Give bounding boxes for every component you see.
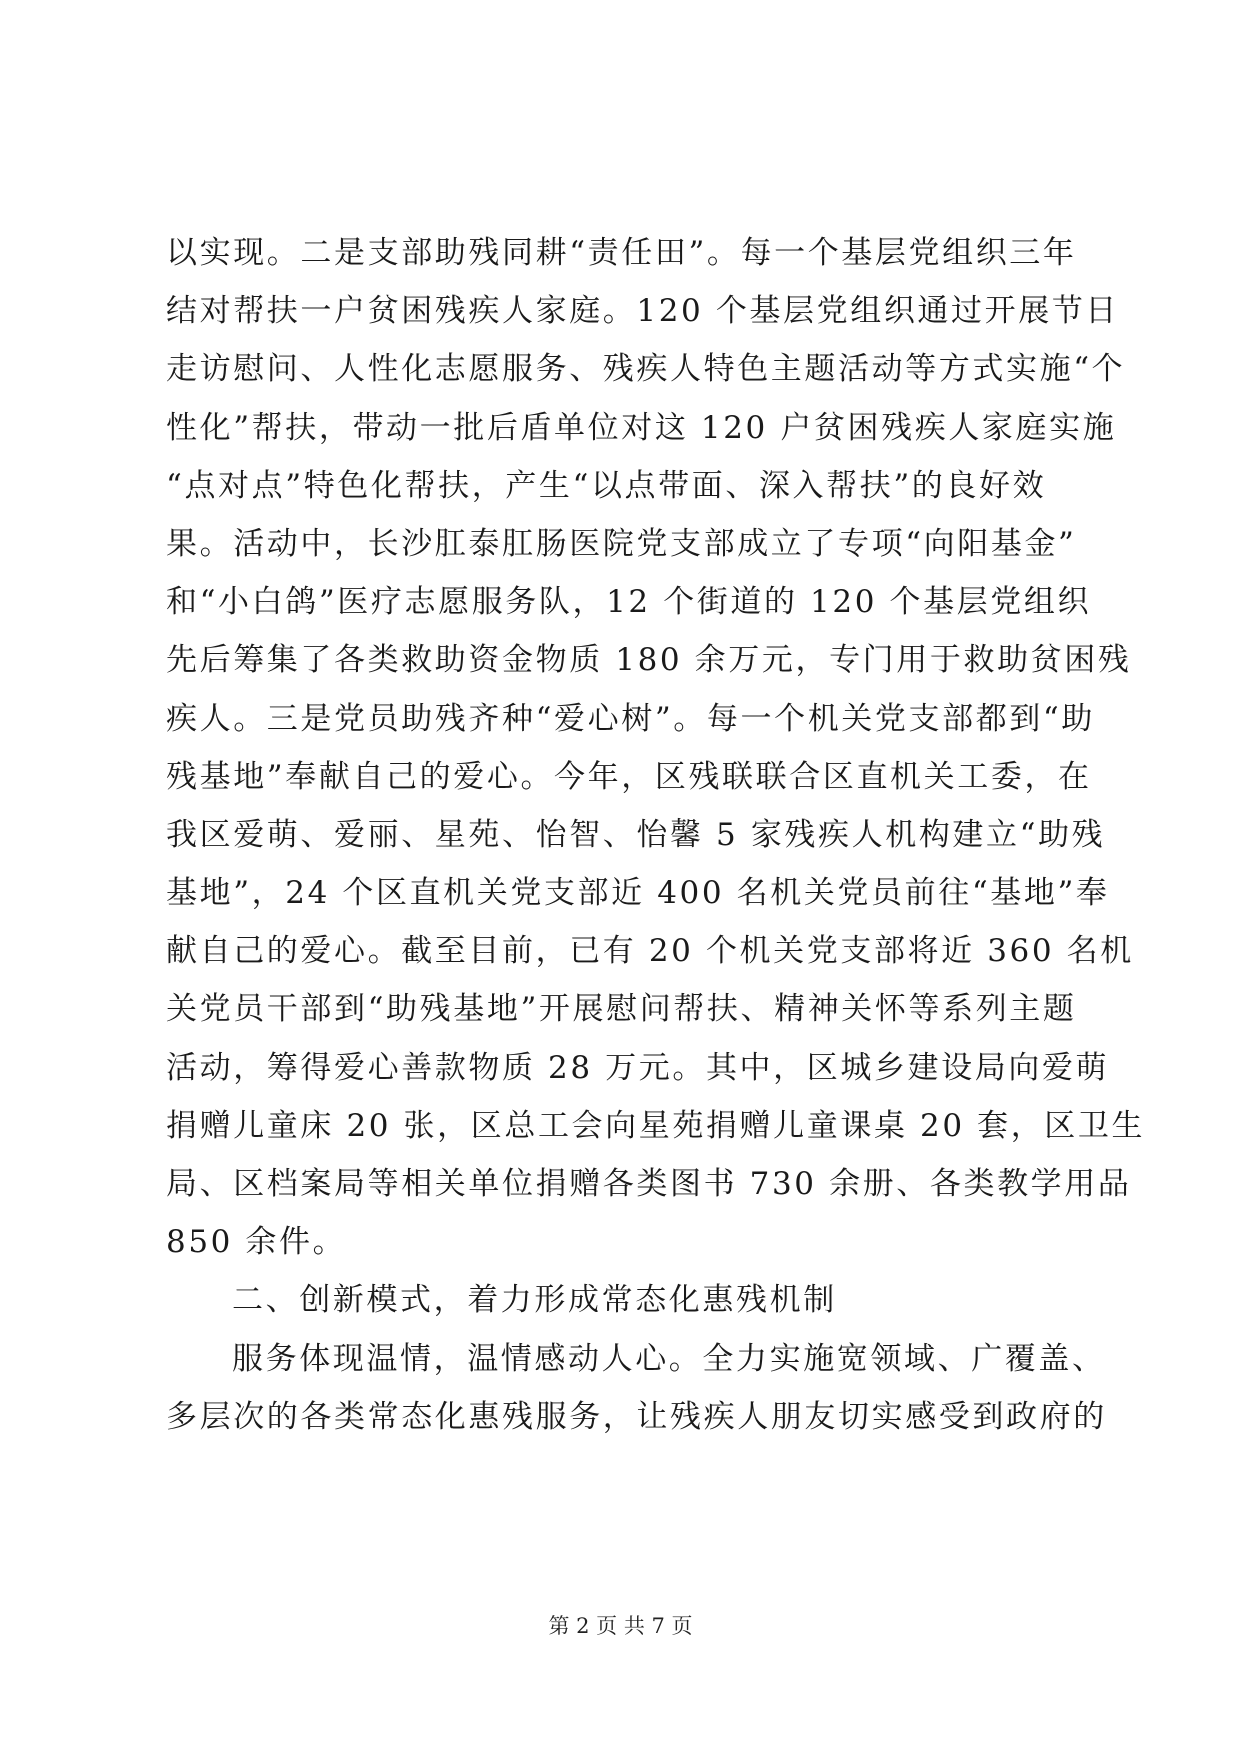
text-line: 性化”帮扶，带动一批后盾单位对这 120 户贫困残疾人家庭实施: [166, 409, 1117, 446]
text-line: 残基地”奉献自己的爱心。今年，区残联联合区直机关工委，在: [166, 758, 1092, 795]
page-number-footer: 第 2 页 共 7 页: [548, 1614, 693, 1638]
text-line: 局、区档案局等相关单位捐赠各类图书 730 余册、各类教学用品: [166, 1166, 1132, 1202]
text-line: 多层次的各类常态化惠残服务，让残疾人朋友切实感受到政府的: [166, 1398, 1107, 1435]
section-heading: 二、创新模式，着力形成常态化惠残机制: [232, 1282, 837, 1319]
text-line: 疾人。三是党员助残齐种“爱心树”。每一个机关党支部都到“助: [166, 700, 1095, 737]
text-line: 果。活动中，长沙肛泰肛肠医院党支部成立了专项“向阳基金”: [166, 525, 1077, 562]
text-line: 结对帮扶一户贫困残疾人家庭。120 个基层党组织通过开展节日: [166, 293, 1120, 330]
text-line: 以实现。二是支部助残同耕“责任田”。每一个基层党组织三年: [166, 235, 1077, 271]
text-line: 走访慰问、人性化志愿服务、残疾人特色主题活动等方式实施“个: [166, 351, 1126, 388]
text-line: 关党员干部到“助残基地”开展慰问帮扶、精神关怀等系列主题: [166, 991, 1077, 1028]
text-line: 和“小白鸽”医疗志愿服务队，12 个街道的 120 个基层党组织: [166, 584, 1092, 621]
text-line: 服务体现温情，温情感动人心。全力实施宽领域、广覆盖、: [232, 1340, 1106, 1377]
text-line: 活动，筹得爱心善款物质 28 万元。其中，区城乡建设局向爱萌: [166, 1049, 1110, 1086]
text-line: 基地”，24 个区直机关党支部近 400 名机关党员前往“基地”奉: [166, 875, 1110, 912]
text-line: 捐赠儿童床 20 张，区总工会向星苑捐赠儿童课桌 20 套，区卫生: [166, 1107, 1146, 1144]
text-line: 850 余件。: [166, 1224, 347, 1261]
text-line: “点对点”特色化帮扶，产生“以点带面、深入帮扶”的良好效: [166, 467, 1047, 504]
text-line: 我区爱萌、爱丽、星苑、怡智、怡馨 5 家残疾人机构建立“助残: [166, 816, 1106, 853]
document-body: [166, 224, 1146, 1446]
text-line: 先后筹集了各类救助资金物质 180 余万元，专门用于救助贫困残: [166, 642, 1132, 679]
text-line: 献自己的爱心。截至目前，已有 20 个机关党支部将近 360 名机: [166, 933, 1134, 970]
